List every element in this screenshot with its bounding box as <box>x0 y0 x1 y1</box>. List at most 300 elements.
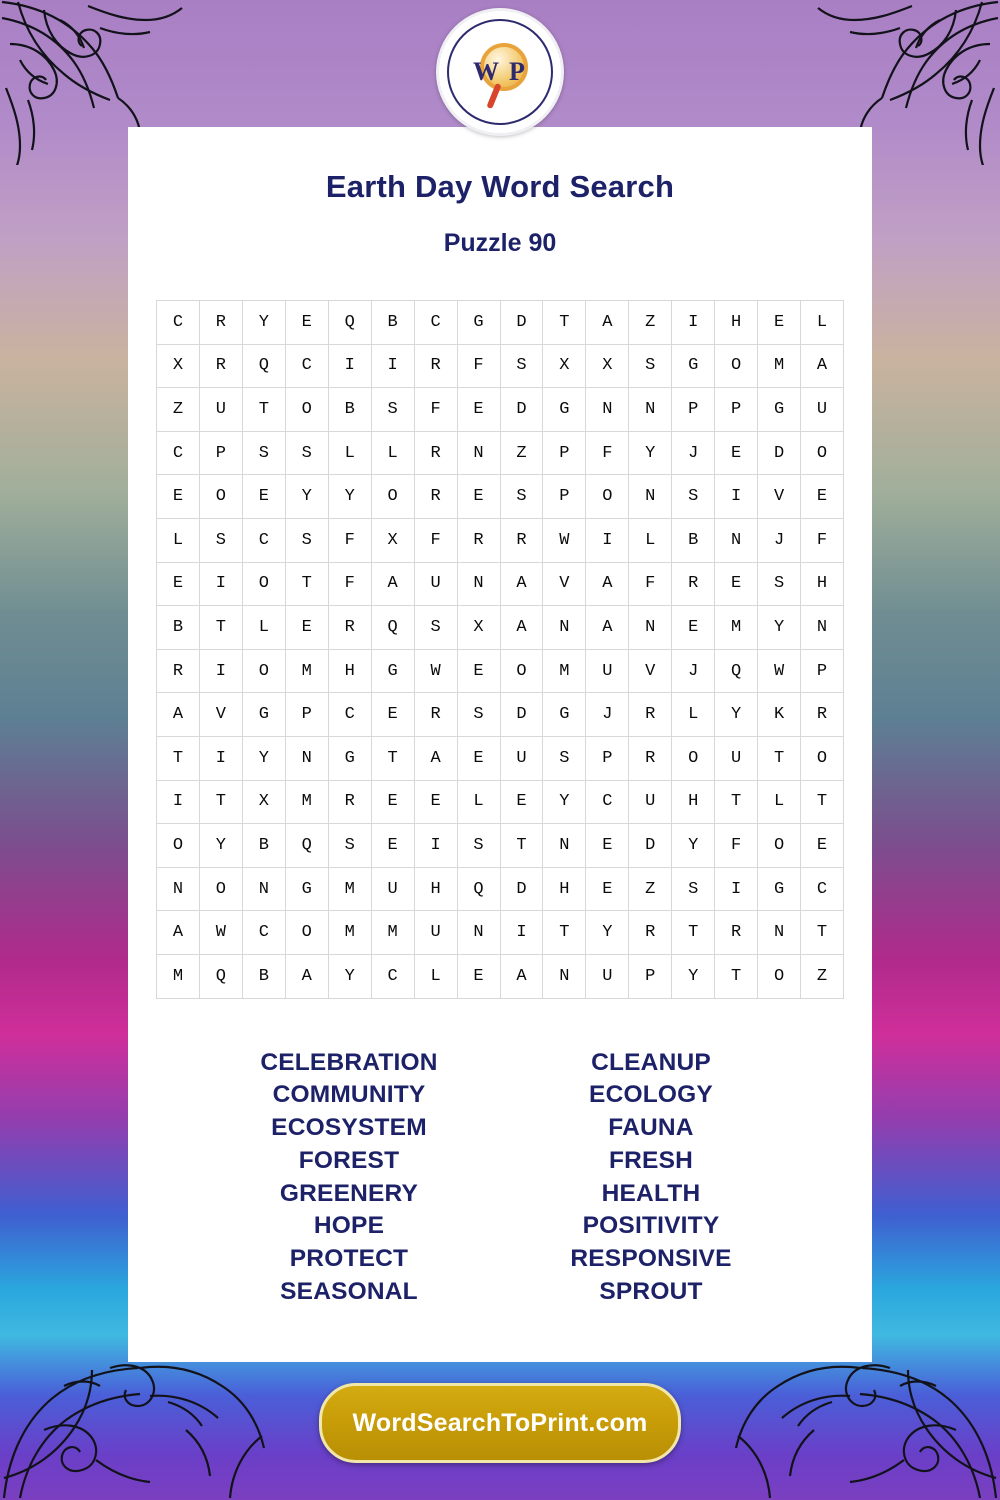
grid-row <box>157 649 844 693</box>
grid-cell[interactable]: G <box>328 736 371 780</box>
grid-cell[interactable]: E <box>242 475 285 519</box>
grid-cell[interactable]: C <box>157 431 200 475</box>
grid-cell[interactable]: N <box>629 606 672 650</box>
grid-cell[interactable]: C <box>371 954 414 998</box>
grid-cell[interactable]: A <box>157 911 200 955</box>
grid-cell[interactable]: R <box>414 693 457 737</box>
page-subtitle: Puzzle 90 <box>443 229 557 257</box>
grid-cell[interactable]: I <box>715 475 758 519</box>
grid-cell[interactable]: F <box>457 344 500 388</box>
grid-row <box>157 824 844 868</box>
grid-cell[interactable]: I <box>715 867 758 911</box>
grid-cell[interactable]: U <box>414 911 457 955</box>
grid-cell[interactable]: P <box>715 388 758 432</box>
grid-row <box>157 431 844 475</box>
grid-row <box>157 344 844 388</box>
grid-cell[interactable]: O <box>199 475 242 519</box>
grid-cell[interactable]: C <box>801 867 844 911</box>
grid-cell[interactable]: E <box>586 867 629 911</box>
grid-cell[interactable]: O <box>371 475 414 519</box>
grid-cell[interactable]: N <box>543 606 586 650</box>
grid-cell[interactable]: S <box>328 824 371 868</box>
grid-cell[interactable]: D <box>500 301 543 345</box>
grid-cell[interactable]: Y <box>543 780 586 824</box>
word-list-item: COMMUNITY <box>272 1081 426 1109</box>
word-search-grid-wrapper <box>156 300 844 999</box>
grid-cell[interactable]: E <box>457 954 500 998</box>
grid-cell[interactable]: D <box>758 431 801 475</box>
grid-cell[interactable]: F <box>629 562 672 606</box>
grid-cell[interactable]: O <box>758 954 801 998</box>
grid-cell[interactable]: E <box>801 475 844 519</box>
grid-cell[interactable]: Z <box>500 431 543 475</box>
puzzle-sheet <box>128 127 872 1362</box>
logo-letters: W P <box>473 57 527 86</box>
grid-cell[interactable]: R <box>629 693 672 737</box>
grid-cell[interactable]: D <box>500 388 543 432</box>
grid-cell[interactable]: A <box>500 954 543 998</box>
grid-cell[interactable]: D <box>629 824 672 868</box>
grid-cell[interactable]: O <box>801 736 844 780</box>
grid-cell[interactable]: Q <box>199 954 242 998</box>
grid-cell[interactable]: W <box>758 649 801 693</box>
grid-cell[interactable]: G <box>543 388 586 432</box>
grid-cell[interactable]: Z <box>629 867 672 911</box>
word-list-item: FAUNA <box>608 1114 694 1142</box>
grid-cell[interactable]: I <box>157 780 200 824</box>
grid-cell[interactable]: E <box>457 736 500 780</box>
grid-cell[interactable]: T <box>801 911 844 955</box>
grid-cell[interactable]: Y <box>285 475 328 519</box>
grid-cell[interactable]: R <box>414 475 457 519</box>
grid-cell[interactable]: F <box>414 388 457 432</box>
grid-cell[interactable]: H <box>543 867 586 911</box>
grid-cell[interactable]: E <box>371 780 414 824</box>
word-list-item: SEASONAL <box>280 1278 418 1306</box>
grid-cell[interactable]: T <box>801 780 844 824</box>
grid-cell[interactable]: I <box>199 736 242 780</box>
grid-cell[interactable]: O <box>715 344 758 388</box>
grid-cell[interactable]: O <box>586 475 629 519</box>
grid-cell[interactable]: L <box>157 518 200 562</box>
grid-cell[interactable]: U <box>414 562 457 606</box>
grid-cell[interactable]: Q <box>242 344 285 388</box>
website-button[interactable] <box>319 1383 681 1463</box>
word-list-item: HEALTH <box>601 1179 701 1207</box>
grid-cell[interactable]: N <box>629 475 672 519</box>
grid-cell[interactable]: M <box>715 606 758 650</box>
grid-cell[interactable]: L <box>457 780 500 824</box>
grid-cell[interactable]: E <box>157 475 200 519</box>
grid-cell[interactable]: F <box>328 562 371 606</box>
grid-cell[interactable]: Y <box>629 431 672 475</box>
grid-cell[interactable]: E <box>457 649 500 693</box>
grid-cell[interactable]: O <box>801 431 844 475</box>
grid-cell[interactable]: L <box>371 431 414 475</box>
grid-cell[interactable]: A <box>285 954 328 998</box>
grid-cell[interactable]: P <box>586 736 629 780</box>
grid-cell[interactable]: N <box>457 431 500 475</box>
grid-cell[interactable]: E <box>758 301 801 345</box>
grid-cell[interactable]: R <box>801 693 844 737</box>
grid-cell[interactable]: E <box>285 301 328 345</box>
grid-cell[interactable]: I <box>586 518 629 562</box>
grid-cell[interactable]: S <box>758 562 801 606</box>
grid-cell[interactable]: Y <box>242 736 285 780</box>
grid-cell[interactable]: E <box>414 780 457 824</box>
grid-cell[interactable]: S <box>371 388 414 432</box>
grid-cell[interactable]: C <box>242 518 285 562</box>
grid-cell[interactable]: C <box>242 911 285 955</box>
grid-cell[interactable]: N <box>758 911 801 955</box>
grid-cell[interactable]: B <box>242 824 285 868</box>
grid-cell[interactable]: V <box>199 693 242 737</box>
grid-row <box>157 867 844 911</box>
grid-cell[interactable]: Z <box>629 301 672 345</box>
grid-cell[interactable]: C <box>157 301 200 345</box>
grid-cell[interactable]: Y <box>672 824 715 868</box>
grid-cell[interactable]: O <box>285 388 328 432</box>
grid-cell[interactable]: P <box>199 431 242 475</box>
grid-cell[interactable]: N <box>586 388 629 432</box>
grid-cell[interactable]: O <box>672 736 715 780</box>
grid-cell[interactable]: E <box>715 562 758 606</box>
grid-cell[interactable]: R <box>199 301 242 345</box>
grid-cell[interactable]: R <box>414 431 457 475</box>
grid-cell[interactable]: C <box>328 693 371 737</box>
grid-cell[interactable]: E <box>672 606 715 650</box>
grid-cell[interactable]: U <box>629 780 672 824</box>
grid-cell[interactable]: U <box>586 649 629 693</box>
grid-cell[interactable]: I <box>672 301 715 345</box>
grid-cell[interactable]: R <box>157 649 200 693</box>
grid-cell[interactable]: T <box>500 824 543 868</box>
grid-cell[interactable]: I <box>371 344 414 388</box>
word-list-item: HOPE <box>313 1212 385 1240</box>
grid-cell[interactable]: M <box>285 649 328 693</box>
grid-row <box>157 693 844 737</box>
grid-cell[interactable]: E <box>457 475 500 519</box>
grid-cell[interactable]: M <box>285 780 328 824</box>
grid-cell[interactable]: F <box>586 431 629 475</box>
grid-cell[interactable]: Z <box>801 954 844 998</box>
grid-cell[interactable]: Q <box>328 301 371 345</box>
grid-cell[interactable]: E <box>371 824 414 868</box>
grid-cell[interactable]: V <box>758 475 801 519</box>
grid-cell[interactable]: J <box>586 693 629 737</box>
grid-cell[interactable]: X <box>371 518 414 562</box>
grid-cell[interactable]: H <box>414 867 457 911</box>
grid-cell[interactable]: U <box>371 867 414 911</box>
grid-row <box>157 301 844 345</box>
grid-cell[interactable]: D <box>500 867 543 911</box>
grid-cell[interactable]: H <box>715 301 758 345</box>
grid-cell[interactable]: S <box>242 431 285 475</box>
grid-cell[interactable]: N <box>629 388 672 432</box>
grid-cell[interactable]: T <box>199 780 242 824</box>
grid-cell[interactable]: T <box>242 388 285 432</box>
grid-cell[interactable]: P <box>672 388 715 432</box>
grid-cell[interactable]: L <box>242 606 285 650</box>
grid-cell[interactable]: I <box>199 562 242 606</box>
grid-cell[interactable]: Y <box>242 301 285 345</box>
grid-cell[interactable]: R <box>715 911 758 955</box>
grid-cell[interactable]: S <box>672 867 715 911</box>
grid-cell[interactable]: B <box>328 388 371 432</box>
grid-cell[interactable]: A <box>414 736 457 780</box>
word-list-item: PROTECT <box>289 1245 409 1273</box>
grid-cell[interactable]: G <box>758 388 801 432</box>
grid-cell[interactable]: K <box>758 693 801 737</box>
grid-cell[interactable]: N <box>157 867 200 911</box>
grid-cell[interactable]: M <box>328 867 371 911</box>
grid-cell[interactable]: Y <box>328 954 371 998</box>
grid-cell[interactable]: M <box>758 344 801 388</box>
grid-cell[interactable]: Y <box>328 475 371 519</box>
grid-cell[interactable]: R <box>328 780 371 824</box>
grid-cell[interactable]: T <box>199 606 242 650</box>
grid-cell[interactable]: P <box>285 693 328 737</box>
grid-cell[interactable]: W <box>199 911 242 955</box>
grid-cell[interactable]: N <box>801 606 844 650</box>
grid-cell[interactable]: G <box>543 693 586 737</box>
grid-cell[interactable]: J <box>672 649 715 693</box>
grid-cell[interactable]: J <box>758 518 801 562</box>
grid-cell[interactable]: S <box>285 518 328 562</box>
grid-cell[interactable]: H <box>672 780 715 824</box>
grid-cell[interactable]: S <box>500 344 543 388</box>
grid-cell[interactable]: U <box>500 736 543 780</box>
site-logo <box>436 8 564 136</box>
grid-cell[interactable]: A <box>586 606 629 650</box>
grid-cell[interactable]: T <box>672 911 715 955</box>
grid-cell[interactable]: A <box>371 562 414 606</box>
grid-cell[interactable]: L <box>629 518 672 562</box>
grid-cell[interactable]: F <box>328 518 371 562</box>
grid-cell[interactable]: T <box>285 562 328 606</box>
grid-cell[interactable]: G <box>758 867 801 911</box>
grid-cell[interactable]: B <box>672 518 715 562</box>
grid-cell[interactable]: R <box>457 518 500 562</box>
grid-cell[interactable]: C <box>586 780 629 824</box>
grid-cell[interactable]: B <box>242 954 285 998</box>
grid-cell[interactable]: T <box>157 736 200 780</box>
grid-row <box>157 911 844 955</box>
grid-cell[interactable]: E <box>715 431 758 475</box>
grid-cell[interactable]: A <box>586 301 629 345</box>
grid-cell[interactable]: I <box>500 911 543 955</box>
grid-cell[interactable]: T <box>715 954 758 998</box>
grid-cell[interactable]: E <box>157 562 200 606</box>
grid-cell[interactable]: U <box>801 388 844 432</box>
grid-cell[interactable]: G <box>242 693 285 737</box>
grid-cell[interactable]: C <box>285 344 328 388</box>
grid-cell[interactable]: O <box>242 649 285 693</box>
word-search-grid[interactable] <box>156 300 844 999</box>
grid-cell[interactable]: R <box>414 344 457 388</box>
grid-cell[interactable]: T <box>715 780 758 824</box>
grid-cell[interactable]: S <box>414 606 457 650</box>
grid-cell[interactable]: F <box>414 518 457 562</box>
grid-cell[interactable]: A <box>157 693 200 737</box>
grid-cell[interactable]: G <box>371 649 414 693</box>
grid-cell[interactable]: F <box>715 824 758 868</box>
grid-cell[interactable]: Q <box>371 606 414 650</box>
grid-cell[interactable]: S <box>199 518 242 562</box>
grid-cell[interactable]: M <box>371 911 414 955</box>
grid-cell[interactable]: N <box>543 824 586 868</box>
word-list-item: SPROUT <box>599 1278 703 1306</box>
grid-cell[interactable]: N <box>457 911 500 955</box>
grid-cell[interactable]: Q <box>457 867 500 911</box>
grid-cell[interactable]: T <box>371 736 414 780</box>
grid-cell[interactable]: T <box>543 911 586 955</box>
grid-cell[interactable]: Y <box>199 824 242 868</box>
grid-cell[interactable]: T <box>758 736 801 780</box>
grid-cell[interactable]: S <box>457 824 500 868</box>
grid-cell[interactable]: R <box>629 736 672 780</box>
grid-cell[interactable]: A <box>586 562 629 606</box>
word-list-item: ECOSYSTEM <box>271 1114 427 1142</box>
grid-cell[interactable]: V <box>629 649 672 693</box>
grid-cell[interactable]: S <box>500 475 543 519</box>
grid-cell[interactable]: X <box>457 606 500 650</box>
grid-cell[interactable]: S <box>672 475 715 519</box>
grid-cell[interactable]: I <box>199 649 242 693</box>
grid-cell[interactable]: W <box>543 518 586 562</box>
grid-cell[interactable]: L <box>672 693 715 737</box>
website-button-label: WordSearchToPrint.com <box>352 1408 648 1437</box>
page-title: Earth Day Word Search <box>325 169 675 204</box>
grid-cell[interactable]: B <box>371 301 414 345</box>
grid-cell[interactable]: U <box>586 954 629 998</box>
grid-cell[interactable]: B <box>157 606 200 650</box>
grid-cell[interactable]: N <box>457 562 500 606</box>
grid-cell[interactable]: S <box>285 431 328 475</box>
grid-cell[interactable]: H <box>801 562 844 606</box>
word-list-item: FOREST <box>298 1146 400 1174</box>
grid-cell[interactable]: P <box>801 649 844 693</box>
grid-row <box>157 736 844 780</box>
grid-cell[interactable]: N <box>715 518 758 562</box>
word-list-item: GREENERY <box>279 1179 419 1207</box>
grid-cell[interactable]: E <box>285 606 328 650</box>
grid-cell[interactable]: F <box>801 518 844 562</box>
grid-cell[interactable]: O <box>500 649 543 693</box>
grid-cell[interactable]: Q <box>715 649 758 693</box>
grid-cell[interactable]: O <box>758 824 801 868</box>
grid-cell[interactable]: G <box>285 867 328 911</box>
grid-cell[interactable]: E <box>457 388 500 432</box>
grid-cell[interactable]: R <box>500 518 543 562</box>
word-list <box>128 1047 872 1309</box>
grid-cell[interactable]: R <box>199 344 242 388</box>
grid-cell[interactable]: G <box>672 344 715 388</box>
grid-row <box>157 562 844 606</box>
word-list-item: RESPONSIVE <box>570 1245 732 1273</box>
grid-cell[interactable]: I <box>328 344 371 388</box>
grid-cell[interactable]: E <box>586 824 629 868</box>
word-list-item: CLEANUP <box>591 1048 711 1076</box>
grid-cell[interactable]: E <box>371 693 414 737</box>
grid-cell[interactable]: Q <box>285 824 328 868</box>
grid-cell[interactable]: J <box>672 431 715 475</box>
logo-ring <box>447 19 553 125</box>
grid-cell[interactable]: O <box>157 824 200 868</box>
grid-cell[interactable]: X <box>242 780 285 824</box>
grid-cell[interactable]: U <box>199 388 242 432</box>
word-list-column-left <box>198 1047 500 1309</box>
grid-cell[interactable]: O <box>242 562 285 606</box>
grid-cell[interactable]: M <box>543 649 586 693</box>
grid-cell[interactable]: R <box>328 606 371 650</box>
grid-cell[interactable]: C <box>414 301 457 345</box>
grid-cell[interactable]: T <box>543 301 586 345</box>
grid-cell[interactable]: A <box>500 606 543 650</box>
grid-cell[interactable]: O <box>285 911 328 955</box>
grid-cell[interactable]: S <box>457 693 500 737</box>
grid-cell[interactable]: E <box>500 780 543 824</box>
grid-cell[interactable]: Y <box>715 693 758 737</box>
grid-cell[interactable]: Y <box>586 911 629 955</box>
grid-cell[interactable]: L <box>801 301 844 345</box>
grid-cell[interactable]: D <box>500 693 543 737</box>
grid-cell[interactable]: S <box>543 736 586 780</box>
grid-cell[interactable]: N <box>242 867 285 911</box>
grid-row <box>157 475 844 519</box>
grid-row <box>157 780 844 824</box>
grid-cell[interactable]: P <box>543 475 586 519</box>
word-list-item: ECOLOGY <box>589 1081 713 1109</box>
grid-cell[interactable]: A <box>500 562 543 606</box>
grid-cell[interactable]: H <box>328 649 371 693</box>
word-list-item: FRESH <box>608 1146 694 1174</box>
word-list-item: CELEBRATION <box>260 1048 438 1076</box>
grid-cell[interactable]: V <box>543 562 586 606</box>
grid-cell[interactable]: L <box>758 780 801 824</box>
grid-cell[interactable]: U <box>715 736 758 780</box>
grid-row <box>157 954 844 998</box>
grid-cell[interactable]: E <box>801 824 844 868</box>
grid-cell[interactable]: W <box>414 649 457 693</box>
grid-cell[interactable]: I <box>414 824 457 868</box>
grid-cell[interactable]: L <box>328 431 371 475</box>
grid-cell[interactable]: Y <box>672 954 715 998</box>
grid-cell[interactable]: N <box>543 954 586 998</box>
grid-cell[interactable]: Y <box>758 606 801 650</box>
grid-cell[interactable]: M <box>157 954 200 998</box>
grid-cell[interactable]: P <box>629 954 672 998</box>
grid-cell[interactable]: O <box>199 867 242 911</box>
grid-cell[interactable]: X <box>157 344 200 388</box>
grid-cell[interactable]: N <box>285 736 328 780</box>
grid-cell[interactable]: M <box>328 911 371 955</box>
grid-cell[interactable]: L <box>414 954 457 998</box>
word-list-item: POSITIVITY <box>582 1212 720 1240</box>
grid-cell[interactable]: X <box>586 344 629 388</box>
grid-cell[interactable]: R <box>672 562 715 606</box>
grid-cell[interactable]: A <box>801 344 844 388</box>
grid-cell[interactable]: G <box>457 301 500 345</box>
grid-cell[interactable]: S <box>629 344 672 388</box>
grid-cell[interactable]: R <box>629 911 672 955</box>
grid-cell[interactable]: P <box>543 431 586 475</box>
word-list-column-right <box>500 1047 802 1309</box>
grid-row <box>157 388 844 432</box>
grid-cell[interactable]: Z <box>157 388 200 432</box>
grid-row <box>157 606 844 650</box>
grid-cell[interactable]: X <box>543 344 586 388</box>
